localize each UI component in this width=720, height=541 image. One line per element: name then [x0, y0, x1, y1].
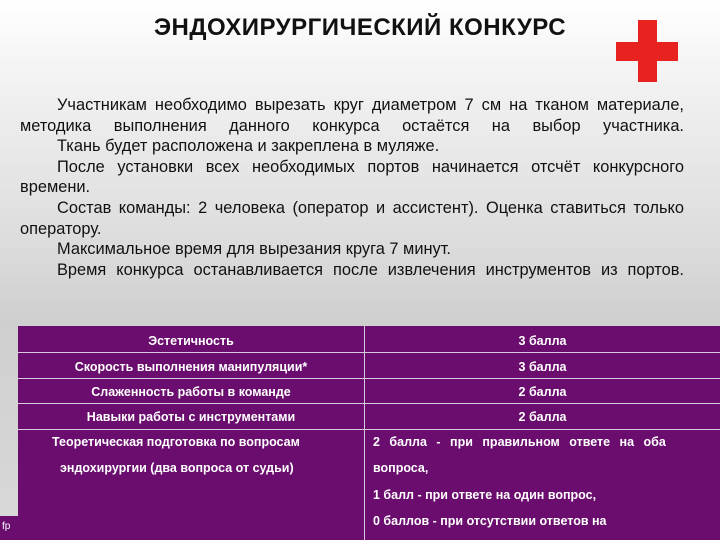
criterion-line: Теоретическая подготовка по вопросам [52, 435, 300, 449]
points-line: 2 балла - при правильном ответе на оба [373, 435, 666, 449]
criterion-cell: Слаженность работы в команде [91, 385, 291, 399]
table-row [18, 352, 720, 379]
criterion-cell: Навыки работы с инструментами [86, 410, 296, 424]
footer-mark: fp [2, 521, 11, 532]
slide-title: ЭНДОХИРУРГИЧЕСКИЙ КОНКУРС [153, 14, 567, 41]
points-line: 1 балл - при ответе на один вопрос, [373, 488, 597, 502]
table-row [18, 378, 720, 404]
points-cell: 2 балла [518, 410, 567, 424]
rules-text [20, 95, 684, 280]
red-cross-icon [616, 20, 678, 82]
rule-paragraph: Состав команды: 2 человека (оператор и ассистент). Оценка ставиться только оператору. [20, 198, 684, 238]
points-line: 0 баллов - при отсутствии ответов на [373, 514, 607, 528]
criterion-cell: Эстетичность [148, 334, 234, 348]
points-cell: 2 балла [518, 385, 567, 399]
table-row [18, 326, 720, 352]
points-line: вопроса, [373, 461, 429, 475]
rule-paragraph: Ткань будет расположена и закреплена в муляже. [57, 137, 440, 156]
rule-paragraph: После установки всех необходимых портов начинается отсчёт конкурсного времени. [20, 157, 684, 197]
criterion-cell: Скорость выполнения манипуляции* [74, 360, 308, 374]
points-cell: 3 балла [518, 360, 567, 374]
rule-paragraph: Максимальное время для вырезания круга 7 минут. [57, 240, 451, 259]
table-row [18, 403, 720, 430]
points-cell: 3 балла [518, 334, 567, 348]
scoring-table [18, 326, 720, 540]
rule-paragraph: Участникам необходимо вырезать круг диаметром 7 см на тканом материале, методика выполнения данного конкурса остаётся на выбор участника. [20, 96, 684, 135]
criterion-line: эндохирургии (два вопроса от судьи) [60, 461, 294, 475]
rule-paragraph: Время конкурса останавливается после извлечения инструментов из портов. [57, 260, 684, 279]
table-row [18, 429, 720, 541]
